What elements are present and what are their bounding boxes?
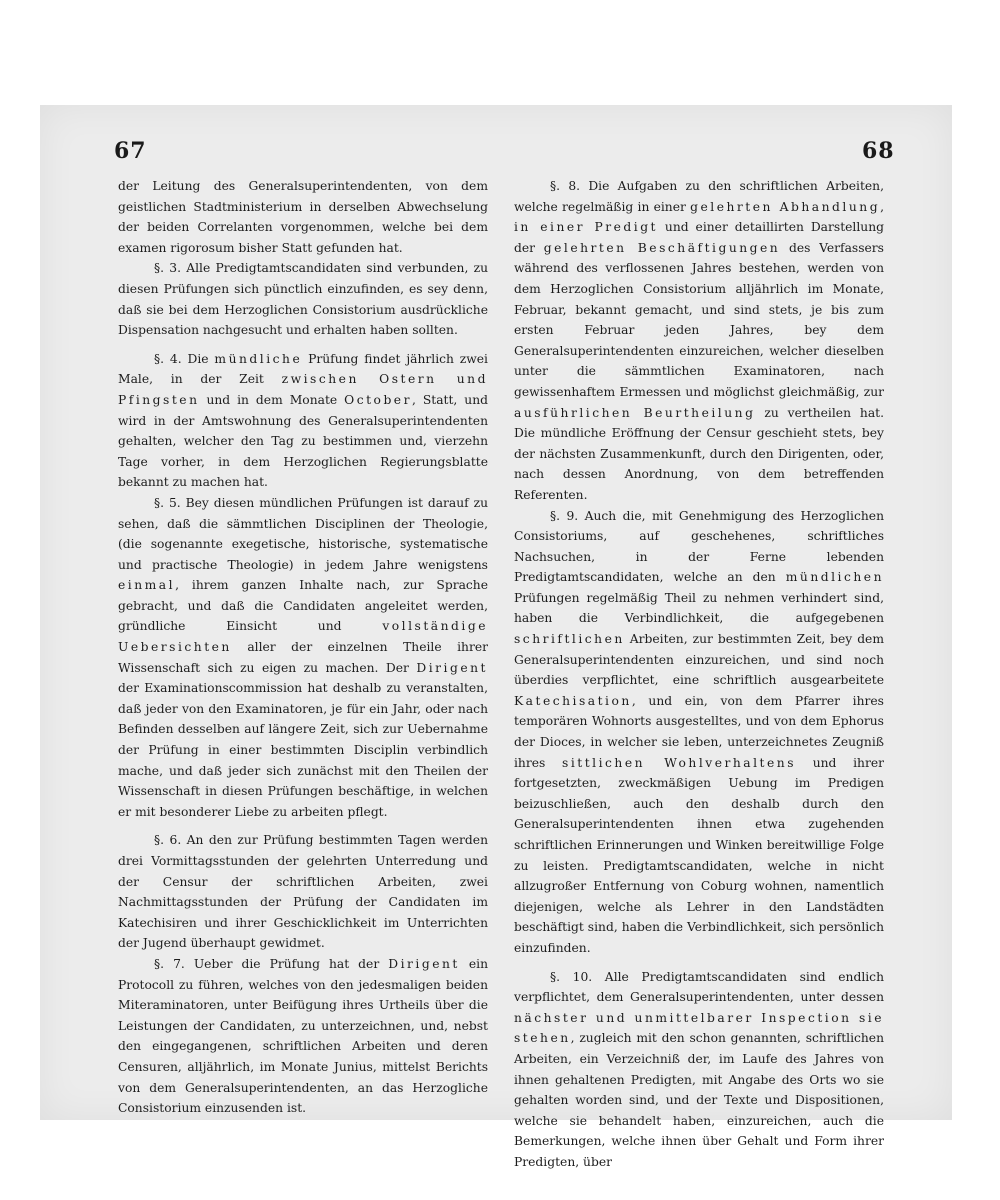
section-9-emphasis-schriftlichen: schriftlichen bbox=[514, 632, 625, 647]
section-5-emphasis-einmal: einmal bbox=[118, 578, 176, 593]
section-4-text-a: §. 4. Die bbox=[154, 351, 215, 366]
section-10-paragraph bbox=[514, 967, 884, 1173]
section-10-text-c: , zugleich mit den schon genannten, schriftlichen Arbeiten, ein Verzeichniß der, im Laufe des Jahres von ihnen gehaltenen Predigten, mit Angabe des Orts wo sie gehalten worden sind, und der Texte und Dispositionen, welche sie behandelt haben, einzureichen, auch die Bemerkungen, welche ihnen über Gehalt und Form ihrer Predigten, über bbox=[514, 1031, 884, 1169]
section-5-text-g: der Examinationscommission hat deshalb zu veranstalten, daß jeder von den Examinatoren, je für ein Jahr, oder nach Befinden desselben auf längere Zeit, sich zur Uebernahme der Prüfung in einer bestimmten Disciplin verbindlich mache, und daß jeder sich zunächst mit den Theilen der Wissenschaft in diesen Prüfungen beschäftige, in welchen er mit besonderer Liebe zu arbeiten pflegt. bbox=[118, 681, 488, 819]
section-4-text-g: , Statt, und wird in der Amtswohnung des Generalsuperintendenten gehalten, welcher den Tag zu bestimmen und, vierzehn Tage vorher, in dem Herzoglichen Regierungsblatte bekannt zu machen hat. bbox=[118, 392, 488, 490]
section-7-text-c: ein Protocoll zu führen, welches von den jedesmaligen beiden Miteraminatoren, unter Beifügung ihres Urtheils über die Leistungen der Candidaten, zu unterzeichnen, und, nebst den eingegangenen, schriftlichen Arbeiten und deren Censuren, alljährlich, im Monate Junius, mittelst Berichts von dem Generalsuperintendenten, an das Herzogliche Consistorium einzusenden ist. bbox=[118, 956, 488, 1116]
section-6-paragraph: §. 6. An den zur Prüfung bestimmten Tagen werden drei Vormittagsstunden der gelehrten Unterredung und der Censur der schriftlichen Arbeiten, zwei Nachmittagsstunden der Prüfung der Candidaten im Katechisiren und ihrer Geschicklichkeit im Unterrichten der Jugend überhaupt gewidmet. bbox=[118, 833, 488, 951]
section-8-text-a: §. 8. Die Aufgaben zu den schriftlichen Arbeiten, welche regelmäßig in einer bbox=[514, 179, 884, 214]
section-9-emphasis-katechisation: Katechisation bbox=[514, 693, 632, 708]
section-4-emphasis-muendliche: mündliche bbox=[214, 351, 303, 366]
section-10-text-a: §. 10. Alle Predigtamtscandidaten sind endlich verpflichtet, dem Generalsuperintendenten, unter dessen bbox=[514, 969, 884, 1005]
section-5-emphasis-dirigent: Dirigent bbox=[416, 660, 488, 675]
section-5-emphasis-uebersichten: vollständige Uebersichten bbox=[118, 619, 488, 655]
page-number-right: 68 bbox=[862, 138, 895, 164]
section-9-text-c: Prüfungen regelmäßig Theil zu nehmen verhindert sind, haben die Verbindlichkeit, die aufgegebenen bbox=[514, 590, 884, 626]
section-10-emphasis-inspection: nächster und unmittelbarer Inspection sie stehen bbox=[514, 1010, 884, 1046]
section-8-emphasis-beschaeftigungen: gelehrten Beschäftigungen bbox=[543, 240, 781, 255]
section-5-text-e: aller der einzelnen Theile ihrer Wissenschaft sich zu eigen zu machen. Der bbox=[118, 640, 488, 675]
section-4-text-e: und in dem Monate bbox=[199, 392, 345, 407]
left-column bbox=[118, 176, 488, 1119]
section-7-paragraph bbox=[118, 954, 488, 1119]
section-8-text-g: des Verfassers während des verflossenen Jahres bestehen, werden von dem Herzoglichen Consistorium alljährlich im Monate, Februar, bekannt gemacht, und sind stets, je bis zum ersten Februar jeden Jahres, bey dem Generalsuperintendenten einzureichen, welcher dieselben unter die sämmtlichen Examinatoren, nach gewissenhaftem Ermessen und möglichst gleichmäßig, zur bbox=[514, 240, 884, 399]
section-8-emphasis-beurtheilung: ausführlichen Beurtheilung bbox=[514, 405, 756, 420]
section-9-paragraph bbox=[514, 506, 884, 959]
section-4-emphasis-october: October bbox=[344, 392, 412, 407]
section-8-text-i: zu vertheilen hat. Die mündliche Eröffnung der Censur geschieht stets, bey der nächsten Zusammenkunft, durch den Dirigenten, oder, nach dessen Anordnung, von dem betreffenden Referenten. bbox=[514, 405, 885, 502]
section-9-emphasis-muendlichen: mündlichen bbox=[785, 570, 884, 585]
section-8-emphasis-abhandlung: gelehrten Abhandlung bbox=[690, 199, 881, 214]
section-9-text-g: , und ein, von dem Pfarrer ihres temporären Wohnorts ausgestelltes, und von dem Ephorus der Dioces, in welcher sie leben, unterzeichnetes Zeugniß ihres bbox=[514, 693, 884, 770]
section-8-text-c: , bbox=[880, 199, 884, 214]
section-5-text-c: , ihrem ganzen Inhalte nach, zur Sprache gebracht, und daß die Candidaten angeleitet werden, gründliche Einsicht und bbox=[118, 578, 488, 634]
section-5-text-a: §. 5. Bey diesen mündlichen Prüfungen ist darauf zu sehen, daß die sämmtlichen Disciplinen der Theologie, (die sogenannte exegetische, historische, systematische und practische Theologie) in jedem Jahre wenigstens bbox=[118, 495, 488, 572]
section-4-paragraph bbox=[118, 349, 488, 493]
section-9-text-e: Arbeiten, zur bestimmten Zeit, bey dem Generalsuperintendenten einzureichen, und sind noch überdies verpflichtet, eine schriftlich ausgearbeitete bbox=[514, 632, 884, 688]
section-8-paragraph bbox=[514, 176, 884, 506]
section-5-paragraph bbox=[118, 493, 488, 823]
right-column bbox=[514, 176, 884, 1173]
section-4-emphasis-ostern-pfingsten: zwischen Ostern und Pfingsten bbox=[118, 372, 488, 407]
section-4-text-c: Prüfung findet jährlich zwei Male, in der Zeit bbox=[118, 351, 488, 387]
section-8-emphasis-predigt: in einer Predigt bbox=[514, 220, 659, 235]
section-8-text-e: und einer detaillirten Darstellung der bbox=[514, 220, 884, 255]
section-7-emphasis-dirigent: Dirigent bbox=[388, 956, 460, 971]
section-9-emphasis-wohlverhaltens: sittlichen Wohlverhaltens bbox=[562, 755, 797, 770]
section-7-text-a: §. 7. Ueber die Prüfung hat der bbox=[154, 956, 389, 971]
section-9-text-a: §. 9. Auch die, mit Genehmigung des Herzoglichen Consistoriums, auf geschehenes, schriftliches Nachsuchen, in der Ferne lebenden Predigtamtscandidaten, welche an den bbox=[514, 508, 884, 585]
section-3-paragraph: §. 3. Alle Predigtamtscandidaten sind verbunden, zu diesen Prüfungen sich pünctlich einzufinden, es sey denn, daß sie bei dem Herzoglichen Consistorium ausdrückliche Dispensation nachgesucht und erhalten haben sollten. bbox=[118, 261, 488, 338]
page-number-left: 67 bbox=[114, 138, 147, 164]
left-intro-text: der Leitung des Generalsuperintendenten, von dem geistlichen Stadtministerium in derselben Abwechselung der beiden Correlanten vorgenommen, welche bei dem examen rigorosum bisher Statt gefunden hat. bbox=[118, 179, 488, 255]
section-9-text-i: und ihrer fortgesetzten, zweckmäßigen Uebung im Predigen beizuschließen, auch den deshalb durch den Generalsuperintendenten ihnen etwa zugehenden schriftlichen Erinnerungen und Winken bereitwillige Folge zu leisten. Predigtamtscandidaten, welche in nicht allzugroßer Entfernung von Coburg wohnen, namentlich diejenigen, welche als Lehrer in den Landstädten beschäftigt sind, haben die Verbindlichkeit, sich persönlich einzufinden. bbox=[514, 755, 885, 955]
